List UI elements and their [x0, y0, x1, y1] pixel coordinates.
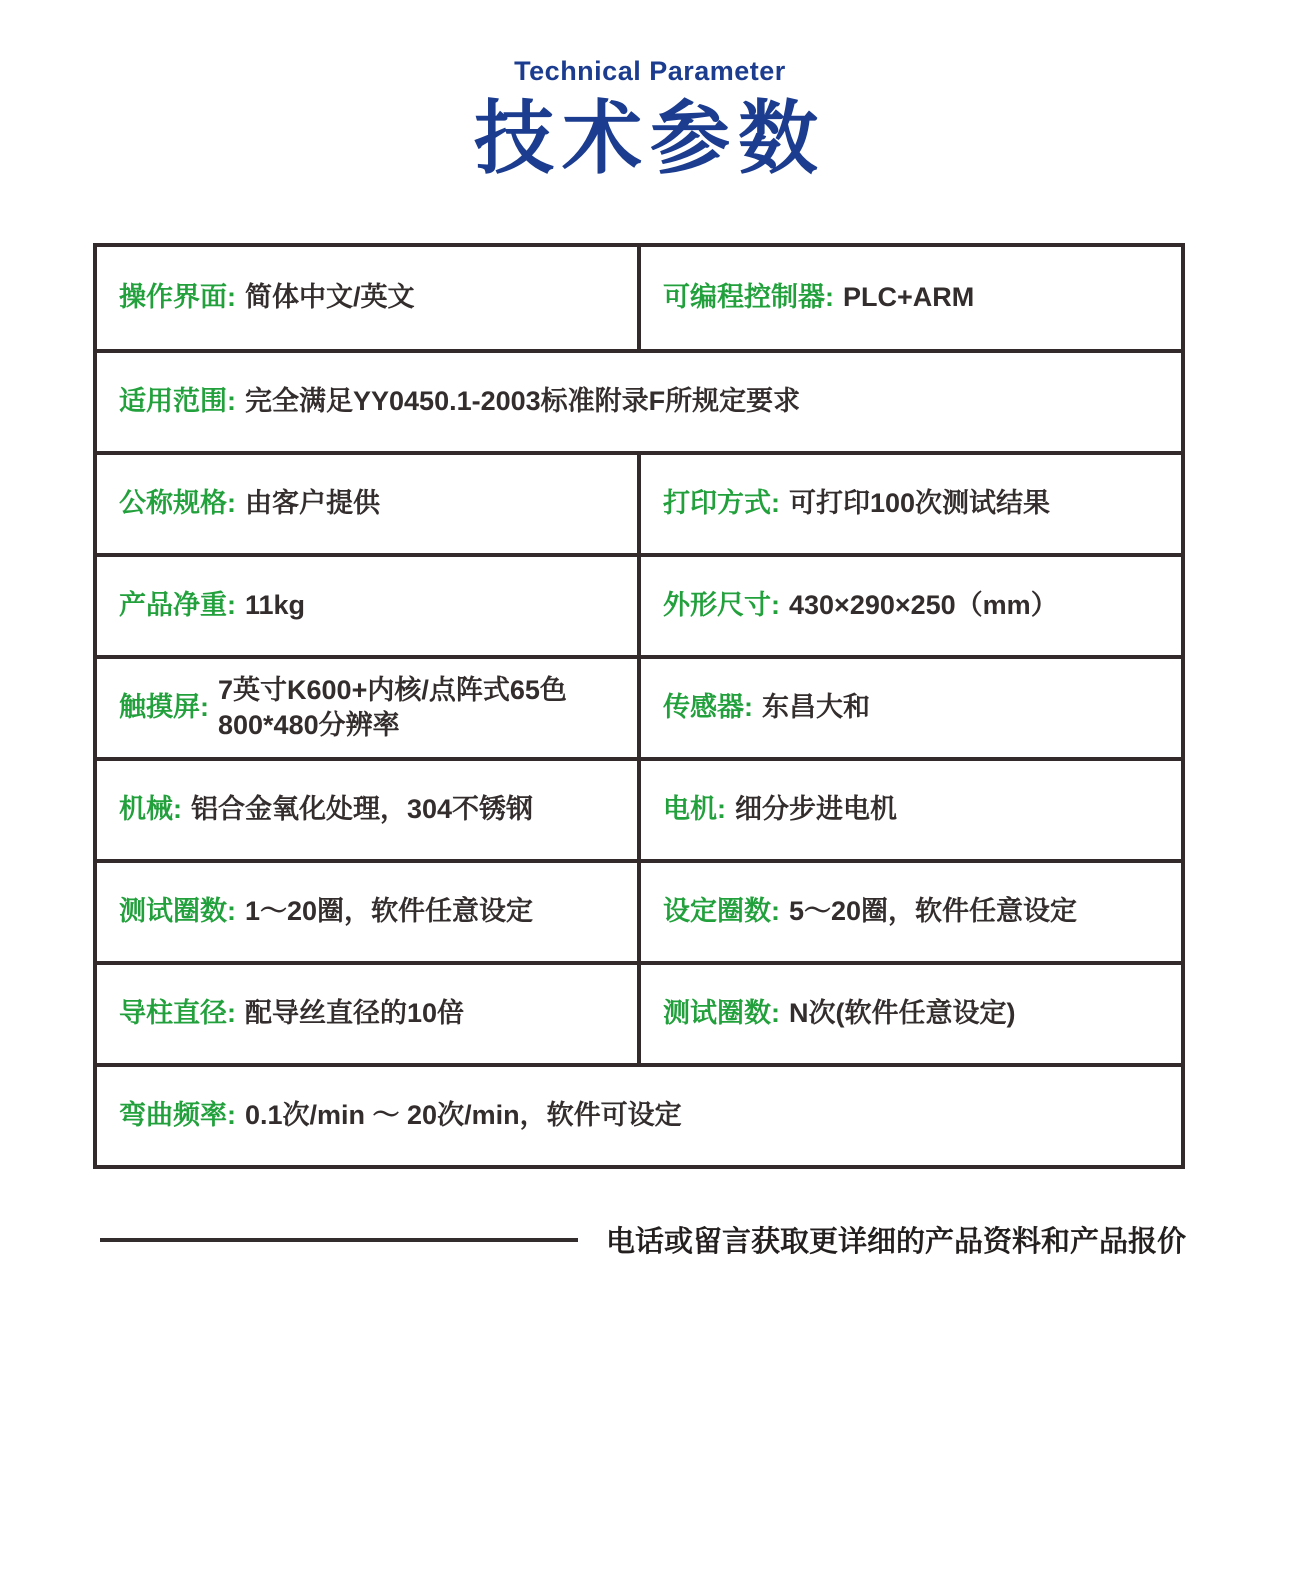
param-cell-sensor	[637, 659, 1181, 757]
param-cell-touchscreen	[97, 659, 637, 757]
param-label: 打印方式:	[663, 488, 780, 519]
technical-parameter-table	[93, 243, 1185, 1169]
param-label: 触摸屏:	[119, 692, 209, 723]
table-row	[97, 859, 1181, 961]
param-cell-net-weight	[97, 557, 637, 655]
param-label: 电机:	[663, 794, 726, 825]
contact-note: 电话或留言获取更详细的产品资料和产品报价	[605, 1226, 1186, 1258]
param-label: 适用范围:	[119, 386, 236, 417]
param-cell-operation-interface	[97, 247, 637, 349]
param-cell-nominal-spec	[97, 455, 637, 553]
table-row	[97, 451, 1181, 553]
table-row	[97, 553, 1181, 655]
page-title: 技术参数	[474, 94, 826, 183]
table-row	[97, 349, 1181, 451]
param-value: 配导丝直径的10倍	[245, 998, 465, 1029]
param-cell-guide-column-diameter	[97, 965, 637, 1063]
param-value: 完全满足YY0450.1-2003标准附录F所规定要求	[245, 386, 801, 417]
table-row	[97, 247, 1181, 349]
param-cell-dimensions	[637, 557, 1181, 655]
param-value: 东昌大和	[762, 692, 870, 723]
param-value: PLC+ARM	[843, 282, 975, 313]
param-value: 1～20圈，软件任意设定	[245, 896, 534, 927]
param-value: 11kg	[245, 590, 306, 621]
page-header	[0, 0, 1300, 183]
param-label: 外形尺寸:	[663, 590, 780, 621]
param-cell-set-turns	[637, 863, 1181, 961]
param-label: 弯曲频率:	[119, 1100, 236, 1131]
table-row	[97, 1063, 1181, 1165]
subtitle-english: Technical Parameter	[514, 56, 786, 86]
param-cell-mechanical	[97, 761, 637, 859]
divider-line	[100, 1238, 578, 1242]
param-value: 可打印100次测试结果	[789, 488, 1051, 519]
param-label: 设定圈数:	[663, 896, 780, 927]
param-value: 细分步进电机	[735, 794, 897, 825]
param-value: 430×290×250（mm）	[789, 590, 1058, 621]
param-value: 5～20圈，软件任意设定	[789, 896, 1078, 927]
param-cell-print-mode	[637, 455, 1181, 553]
param-value: 0.1次/min ～ 20次/min，软件可设定	[245, 1100, 682, 1131]
table-row	[97, 655, 1181, 757]
param-label: 测试圈数:	[663, 998, 780, 1029]
param-value: 铝合金氧化处理，304不锈钢	[191, 794, 534, 825]
param-cell-programmable-controller	[637, 247, 1181, 349]
param-value: N次(软件任意设定)	[789, 998, 1016, 1029]
param-label: 产品净重:	[119, 590, 236, 621]
param-value: 简体中文/英文	[245, 282, 415, 313]
param-cell-applicable-scope	[97, 353, 1181, 451]
param-label: 可编程控制器:	[663, 282, 834, 313]
table-row	[97, 757, 1181, 859]
param-cell-test-turns	[97, 863, 637, 961]
param-label: 操作界面:	[119, 282, 236, 313]
footer	[100, 1219, 1186, 1260]
param-cell-bending-frequency	[97, 1067, 1181, 1165]
param-value: 7英寸K600+内核/点阵式65色800*480分辨率	[218, 674, 567, 740]
param-cell-motor	[637, 761, 1181, 859]
table-row	[97, 961, 1181, 1063]
param-label: 公称规格:	[119, 488, 236, 519]
param-cell-test-cycles	[637, 965, 1181, 1063]
param-label: 测试圈数:	[119, 896, 236, 927]
param-label: 机械:	[119, 794, 182, 825]
param-value: 由客户提供	[245, 488, 380, 519]
param-label: 导柱直径:	[119, 998, 236, 1029]
param-label: 传感器:	[663, 692, 753, 723]
